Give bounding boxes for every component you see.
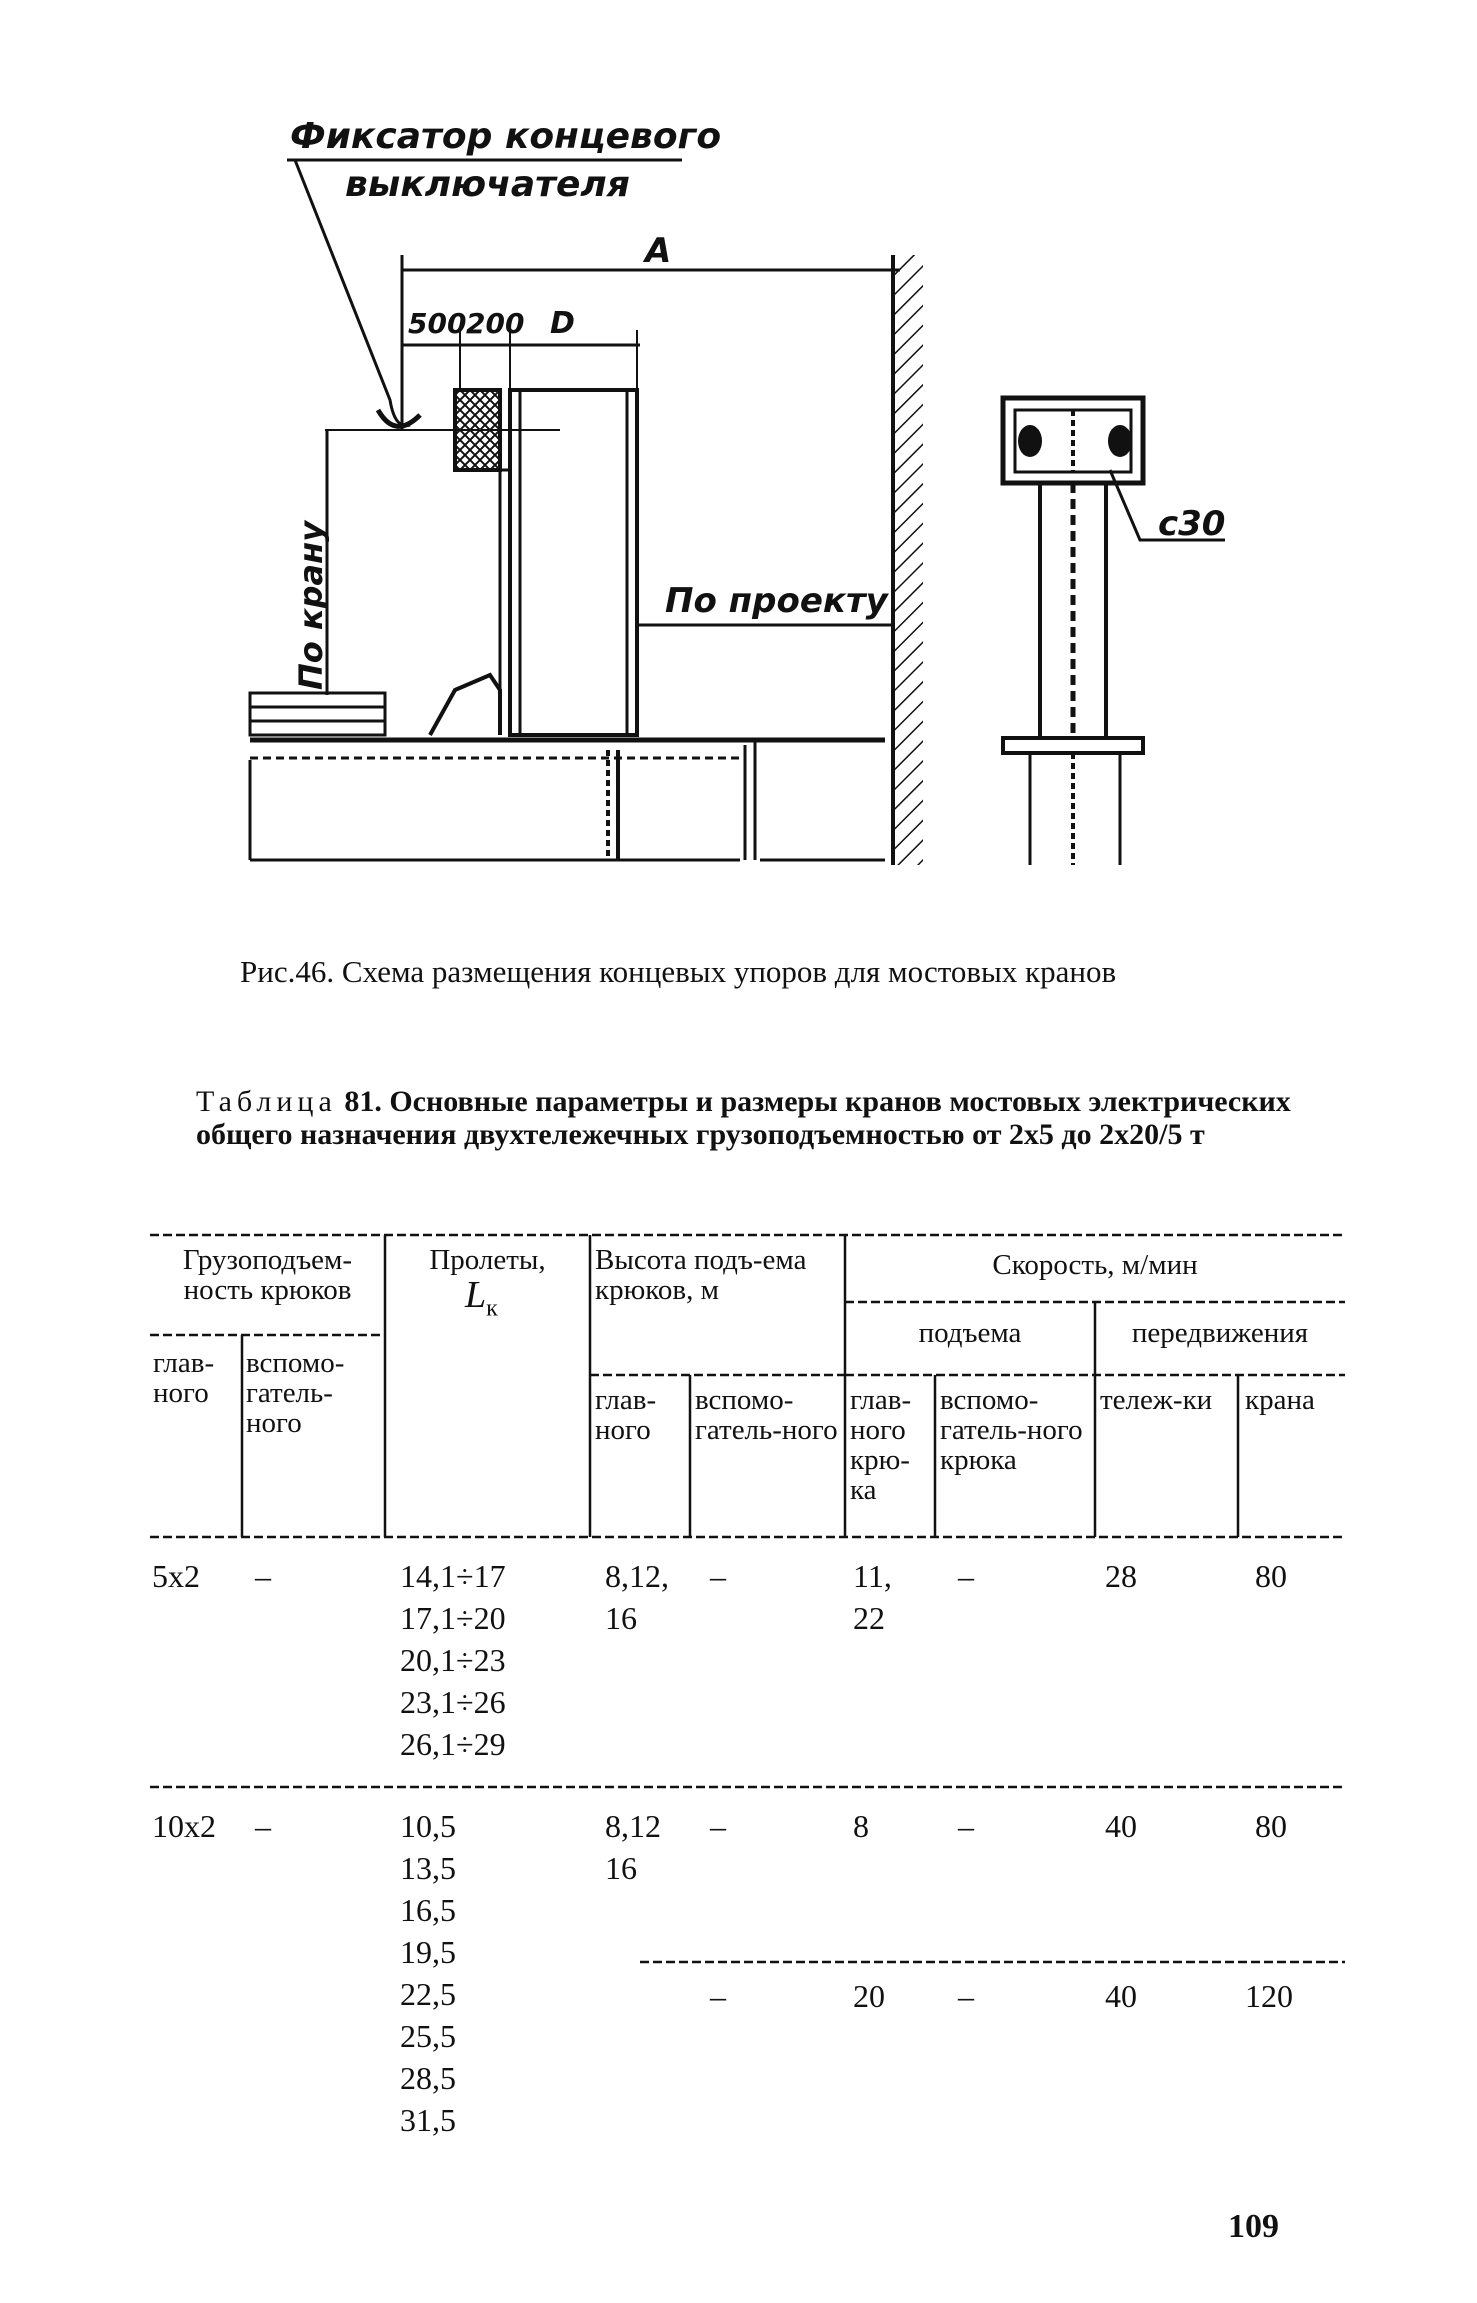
row1-v-aux: – [958,1558,974,1594]
header-lift-aux: вспомо-гатель-ного крюка [940,1384,1083,1476]
label-po-kranu: По крану [292,520,330,690]
row1-v-main: 11, 22 [853,1558,892,1636]
wall-hatched [893,255,923,865]
row1-crane: 80 [1255,1558,1287,1594]
header-speed: Скорость, м/мин [992,1249,1198,1281]
label-po-proektu: По проекту [665,581,888,621]
row2-cap-main: 10х2 [152,1808,216,1844]
row2-spans: 10,5 13,5 16,5 19,5 22,5 25,5 28,5 31,5 [400,1808,456,2138]
row3-trolley: 40 [1105,1978,1137,2014]
row2-v-main: 8 [853,1808,869,1844]
row2-trolley: 40 [1105,1808,1137,1844]
row1-h-main: 8,12, 16 [605,1558,669,1636]
label-fixator-line2: выключателя [345,164,630,205]
caption-number: Рис.46. [240,954,335,989]
header-trolley: тележ-ки [1100,1384,1213,1416]
table-title-number: 81. [344,1085,382,1118]
row1-cap-aux: – [255,1558,271,1594]
dim-label-d: D [550,306,575,341]
row1-spans: 14,1÷17 17,1÷20 20,1÷23 23,1÷26 26,1÷29 [400,1558,506,1762]
header-lift-main: глав-ного крю-ка [850,1384,912,1506]
dim-label-200: 200 [466,307,525,340]
header-capacity: Грузоподъем-ность крюков [182,1244,353,1306]
fixator-hook [378,410,420,426]
header-height-aux: вспомо-гатель-ного [695,1384,838,1446]
row2-v-aux: – [958,1808,974,1844]
header-height-main: глав-ного [595,1384,657,1446]
row3-v-main: 20 [853,1978,885,2014]
header-spans: Пролеты, [429,1244,546,1276]
header-travel: передвижения [1131,1317,1309,1349]
page-number: 109 [1228,2208,1279,2245]
header-height: Высота подъ-ема крюков, м [595,1244,807,1306]
row1-cap-main: 5х2 [152,1558,200,1594]
end-stop-column [510,390,637,735]
row2-crane: 80 [1255,1808,1287,1844]
row1-trolley: 28 [1105,1558,1137,1594]
caption-text: Схема размещения концевых упоров для мостовых кранов [341,954,1117,989]
header-spans-symbol [465,1274,498,1324]
header-capacity-aux: вспомо-гатель-ного [246,1347,345,1439]
spans-symbol-letter: L [465,1274,487,1316]
row3-h-aux: – [710,1978,726,2014]
dim-label-a: A [645,231,672,271]
dim-label-500: 500 [408,307,467,340]
spans-symbol-sub: к [486,1295,498,1322]
table-title-text: Основные параметры и размеры кранов мостовых электрических общего назначения двухтележечных грузоподъемностью от 2х5 до 2х20/5 т [196,1085,1291,1151]
table-title-label: Таблица [196,1085,337,1118]
row3-crane: 120 [1245,1978,1293,2014]
table-title [196,1085,1296,1151]
header-lifting: подъема [918,1317,1022,1349]
crane-rail [250,693,385,735]
row2-cap-aux: – [255,1808,271,1844]
gusset [430,675,500,735]
label-c30: с30 [1158,504,1226,544]
row2-h-main: 8,12 16 [605,1808,661,1886]
row3-v-aux: – [958,1978,974,2014]
label-fixator-line1: Фиксатор концевого [290,116,722,157]
row1-h-aux: – [710,1558,726,1594]
header-capacity-main: глав-ного [153,1347,215,1409]
row2-h-aux: – [710,1808,726,1844]
figure-caption [240,955,1260,989]
figure-46-drawing [0,0,1477,900]
header-crane: крана [1245,1384,1315,1416]
